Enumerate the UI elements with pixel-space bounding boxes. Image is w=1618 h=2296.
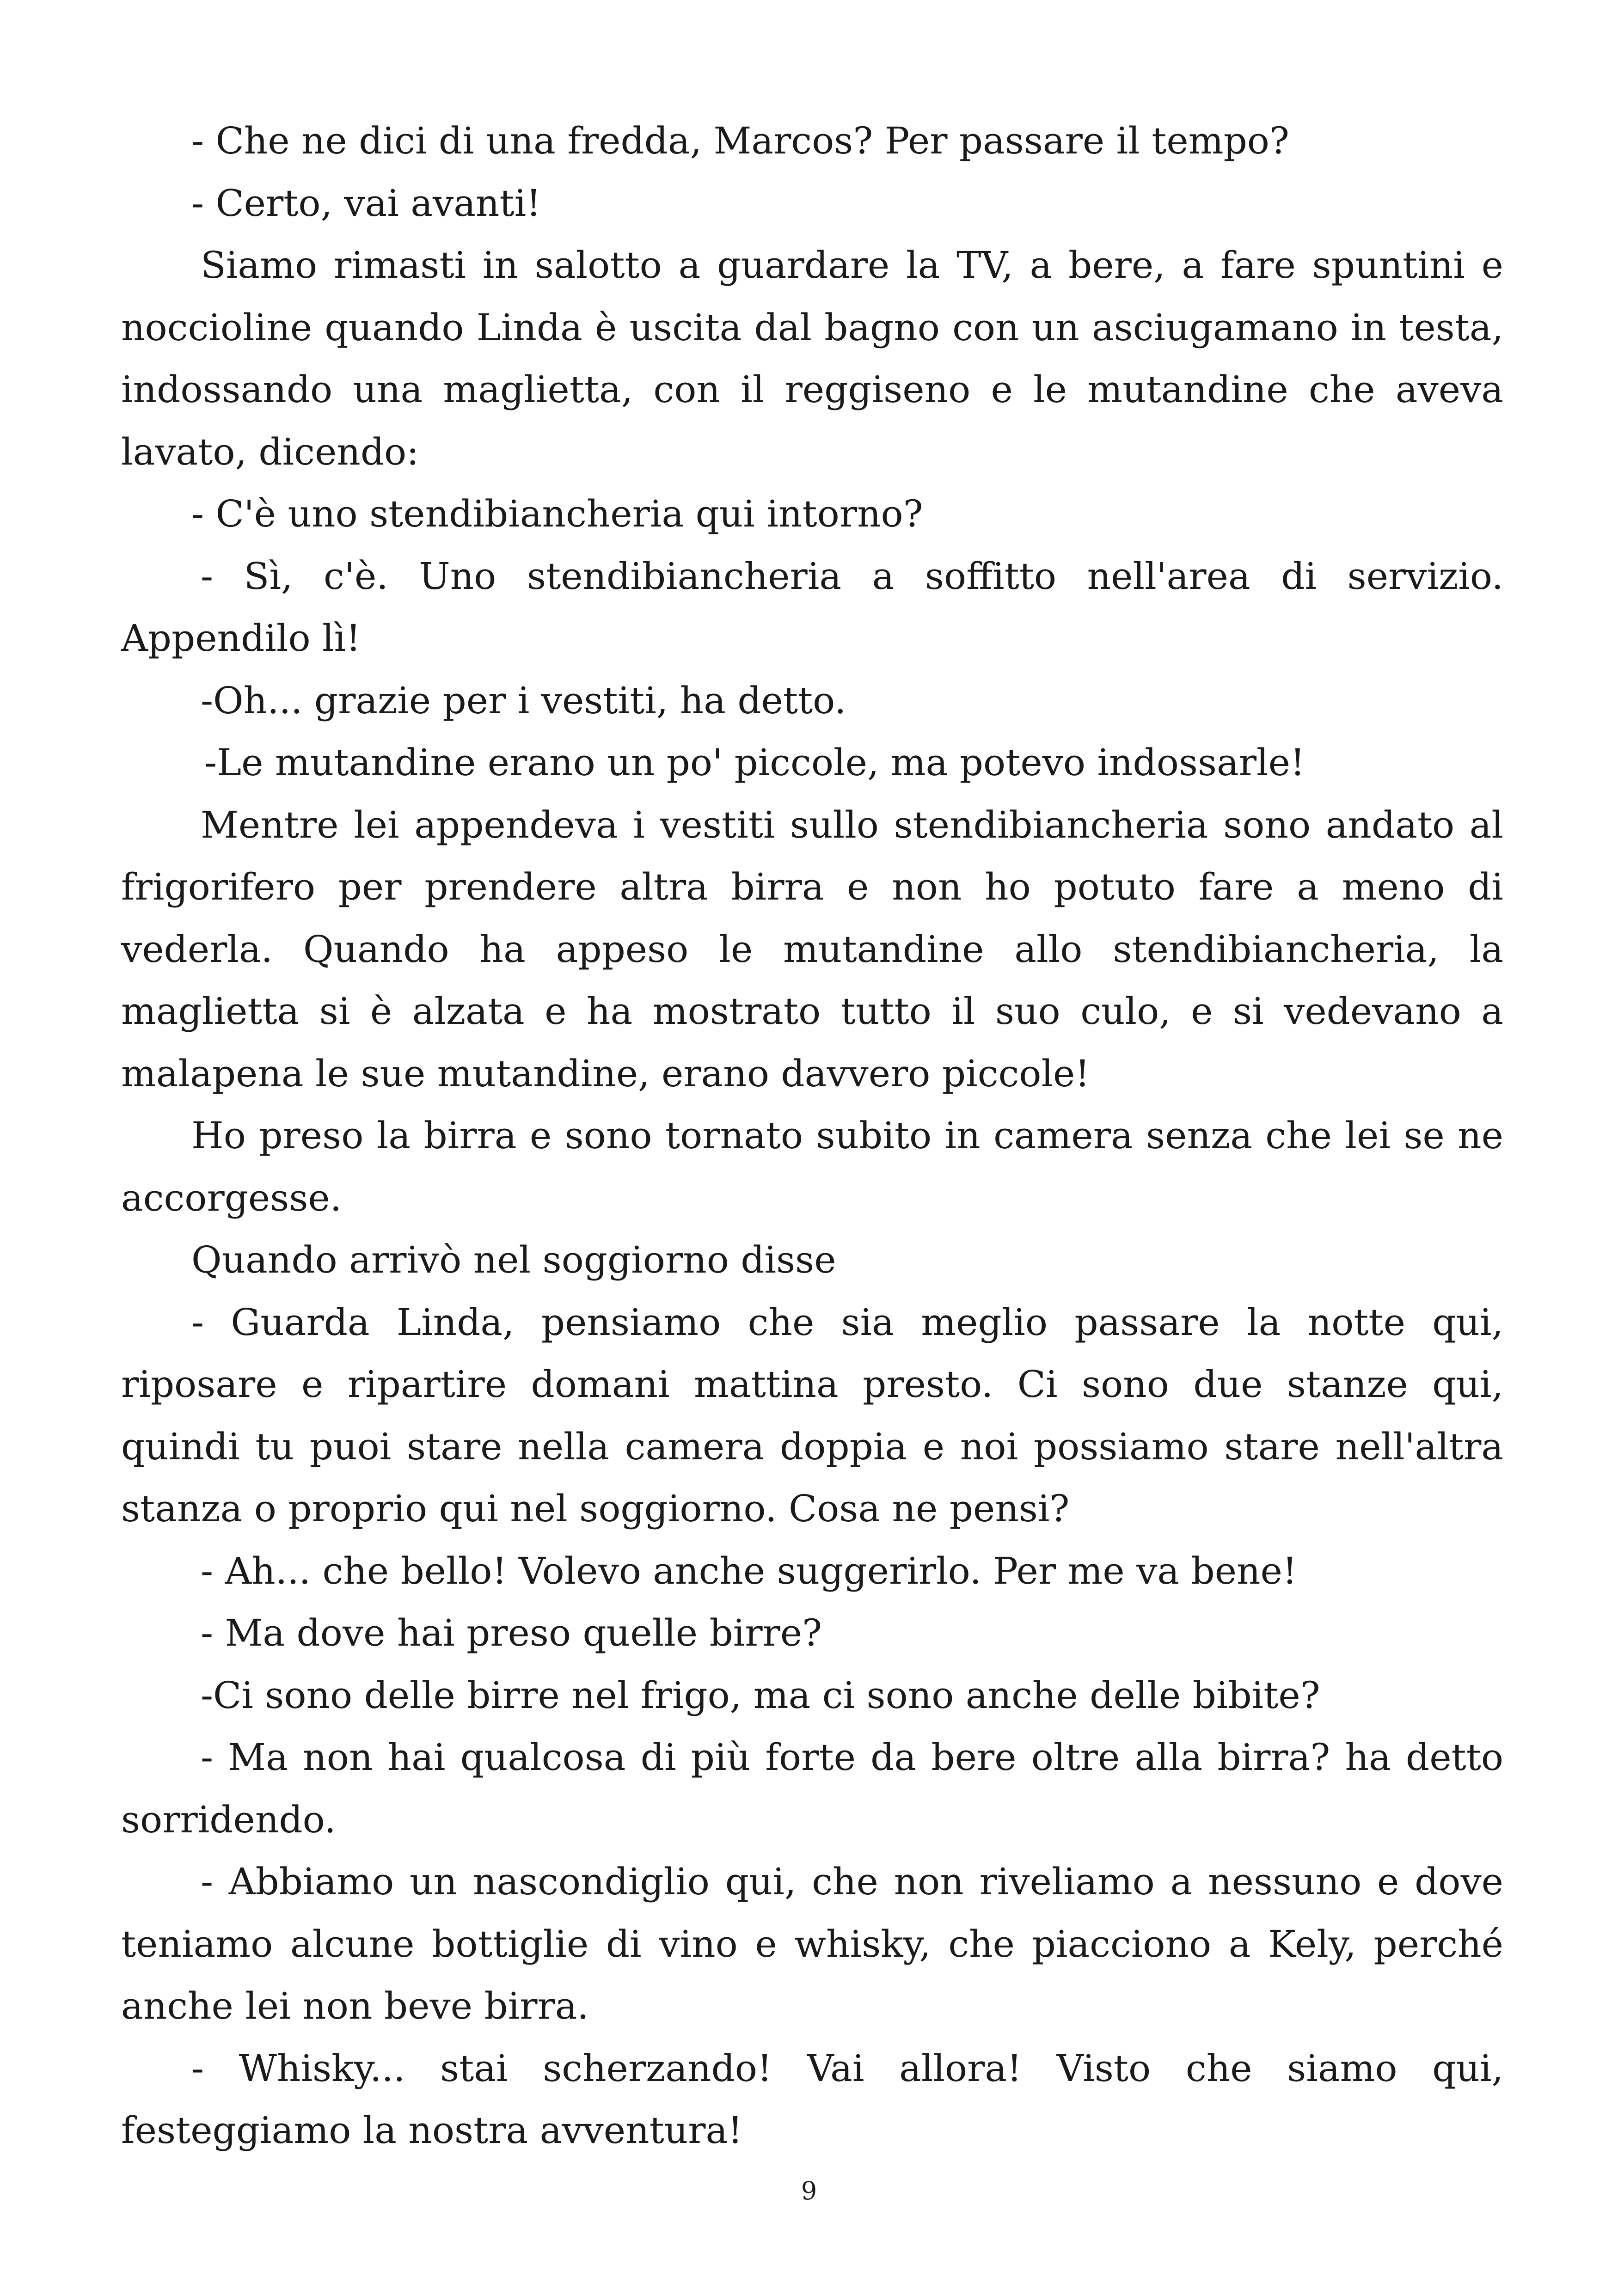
dialogue-line: - Che ne dici di una fredda, Marcos? Per passare il tempo? [191, 119, 1289, 162]
dialogue-line: - Whisky... stai scherzando! Vai allora! Visto che siamo qui, festeggiamo la nostra avventura! [121, 2046, 1503, 2152]
dialogue-line: - C'è uno stendibiancheria qui intorno? [191, 492, 923, 535]
page-number: 9 [801, 2176, 817, 2205]
dialogue-line: - Ma dove hai preso quelle birre? [201, 1611, 822, 1654]
dialogue-line: - Abbiamo un nascondiglio qui, che non riveliamo a nessuno e dove teniamo alcune bottiglie di vino e whisky, che piacciono a Kely, perché anche lei non beve birra. [121, 1860, 1503, 2027]
narrative-paragraph: Quando arrivò nel soggiorno disse [191, 1238, 836, 1281]
dialogue-line: - Ma non hai qualcosa di più forte da bere oltre alla birra? ha detto sorridendo. [121, 1736, 1503, 1841]
narrative-paragraph: Mentre lei appendeva i vestiti sullo stendibiancheria sono andato al frigorifero per prendere altra birra e non ho potuto fare a meno di vederla. Quando ha appeso le mutandine allo stendibiancheria, la maglietta si è alzata e ha mostrato tutto il suo culo, e si vedevano a malapena le sue mutandine, erano davvero piccole! [121, 803, 1503, 1095]
dialogue-line: - Ah... che bello! Volevo anche suggerirlo. Per me va bene! [201, 1549, 1298, 1592]
dialogue-line: - Guarda Linda, pensiamo che sia meglio passare la notte qui, riposare e ripartire domani mattina presto. Ci sono due stanze qui, quindi tu puoi stare nella camera doppia e noi possiamo stare nell'altra stanza o proprio qui nel soggiorno. Cosa ne pensi? [121, 1300, 1503, 1530]
body-text [121, 110, 1503, 2162]
dialogue-line: -Le mutandine erano un po' piccole, ma potevo indossarle! [204, 741, 1305, 784]
narrative-paragraph: Ho preso la birra e sono tornato subito in camera senza che lei se ne accorgesse. [121, 1114, 1503, 1219]
dialogue-line: - Certo, vai avanti! [191, 181, 541, 225]
dialogue-line: -Oh... grazie per i vestiti, ha detto. [201, 679, 846, 722]
narrative-paragraph: Siamo rimasti in salotto a guardare la TV, a bere, a fare spuntini e noccioline quando Linda è uscita dal bagno con un asciugamano in testa, indossando una maglietta, con il reggiseno e le mutandine che aveva lavato, dicendo: [121, 244, 1503, 473]
dialogue-line: - Sì, c'è. Uno stendibiancheria a soffitto nell'area di servizio. Appendilo lì! [121, 554, 1503, 660]
dialogue-line: -Ci sono delle birre nel frigo, ma ci sono anche delle bibite? [201, 1673, 1320, 1717]
